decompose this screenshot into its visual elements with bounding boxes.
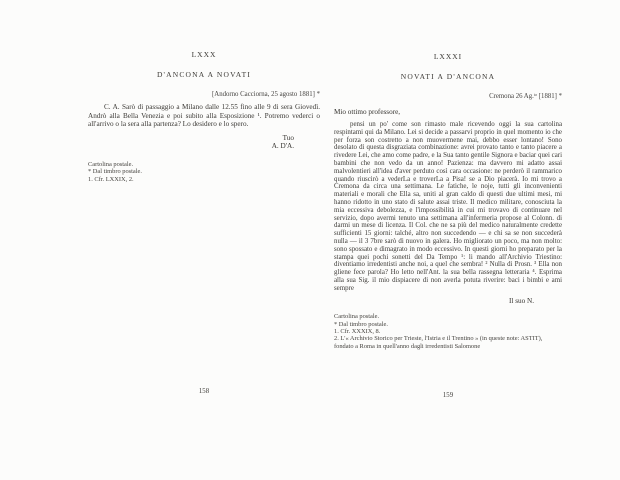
page-number-left: 158 [198, 388, 210, 395]
signoff-left-line1: Tuo [282, 133, 294, 142]
footnote-line: 1. Cfr. XXXIX, 8. [334, 327, 381, 335]
letter-title-left: D'ANCONA A NOVATI [156, 70, 252, 79]
dateline-right: Cremona 26 Ag.ᵗᵒ [1881] * [489, 93, 562, 100]
signoff-right: Il suo N. [509, 296, 534, 305]
page-left [88, 50, 320, 183]
footnote-line: * Dal timbro postale. [334, 320, 388, 328]
page-number-right: 159 [442, 392, 454, 399]
footnotes-right [334, 313, 562, 350]
letter-body-left: C. A. Sarò di passaggio a Milano dalle 12.55 fino alle 9 di sera Giovedì. Andrò alla Bella Venezia e poi subito alla Esposizione ¹. Potremo vederci o all'arrivo o la sera alla partenza? Lo desidero e lo spero. [88, 103, 320, 129]
footnote-line: 2. L'« Archivio Storico per Trieste, l'Istria e il Trentino » (in queste note: ASTIT), fondato a Roma in quell'anno dagli irredentisti Salomone [334, 335, 543, 350]
signoff-left [88, 134, 320, 151]
footnote-line: Cartolina postale. [334, 313, 380, 321]
footnote-line: Cartolina postale. [88, 160, 134, 168]
signoff-left-line2: A. D'A. [271, 142, 294, 151]
dateline-left: [Andorno Cacciorna, 25 agosto 1881] * [212, 91, 320, 98]
footnote-line: 1. Cfr. LXXIX, 2. [88, 175, 134, 183]
letter-number-left: LXXX [191, 50, 217, 59]
letter-title-right: NOVATI A D'ANCONA [400, 72, 496, 81]
footnote-line: * Dal timbro postale. [88, 168, 142, 176]
footnotes-left [88, 161, 320, 183]
page-right [334, 52, 562, 350]
letter-number-right: LXXXI [433, 52, 463, 61]
salutation-right: Mio ottimo professore, [334, 108, 401, 116]
letter-body-right: pensi un po' come son rimasto male ricevendo oggi la sua cartolina respintami qui da Milano. Lei si decide a passarvi proprio in quel momento io che per forza son costretto a non muovermene mai, debbo esser lontano! Sono desolato di questa disgraziata combinazione: avrei provato tanto e tanto piacere a rivedere Lei, che amo come padre, e la Sua tanto gentile Signora e baciar quei cari bambini che non vedo da un anno! Pazienza: ma davvero mi adatto assai malvolentieri all'idea d'aver perduto così cara occasione: ne perderò il rammarico quando riuscirò a vederLa e troverLa a Pisa! se a Dio piacerà. Io mi trovo a Cremona da circa una settimana. Le fatiche, le noje, tutti gli inconvenienti materiali e morali che Ella sa, uniti al gran caldo di questi due ultimi mesi, mi hanno ridotto in uno stato di salute assai triste. Il medico militare, conosciuta la mia eccessiva debolezza, e l'impossibilità in cui mi trovavo di continuare nel servizio, dopo avermi tenuto una settimana all'infermeria propose al Colonn. di darmi un mese di licenza. Il Col. che ne sa più del medico naturalmente credette sufficienti 15 giorni: talché, altro non succedendo — e chi sa se non succederà nulla — il 3 7bre sarò di nuovo in galera. Ho migliorato un poco, ma non molto: sono spossato e dimagrato in modo eccessivo. In questi giorni ho preparato per la stampa quei pochi sonetti del Da Tempo ¹: li mando all'Archivio Triestino: diventiamo irredentisti anche noi, a quel che sembra! ² Nulla di Prosn. ³ Ella non gliene fece parola? Ho letto nell'Ant. la sua bella rassegna letteraria ⁴. Esprima alla sua Sig. il mio dispiacere di non averla potuta riverire: baci i bimbi e ami sempre [334, 121, 562, 292]
